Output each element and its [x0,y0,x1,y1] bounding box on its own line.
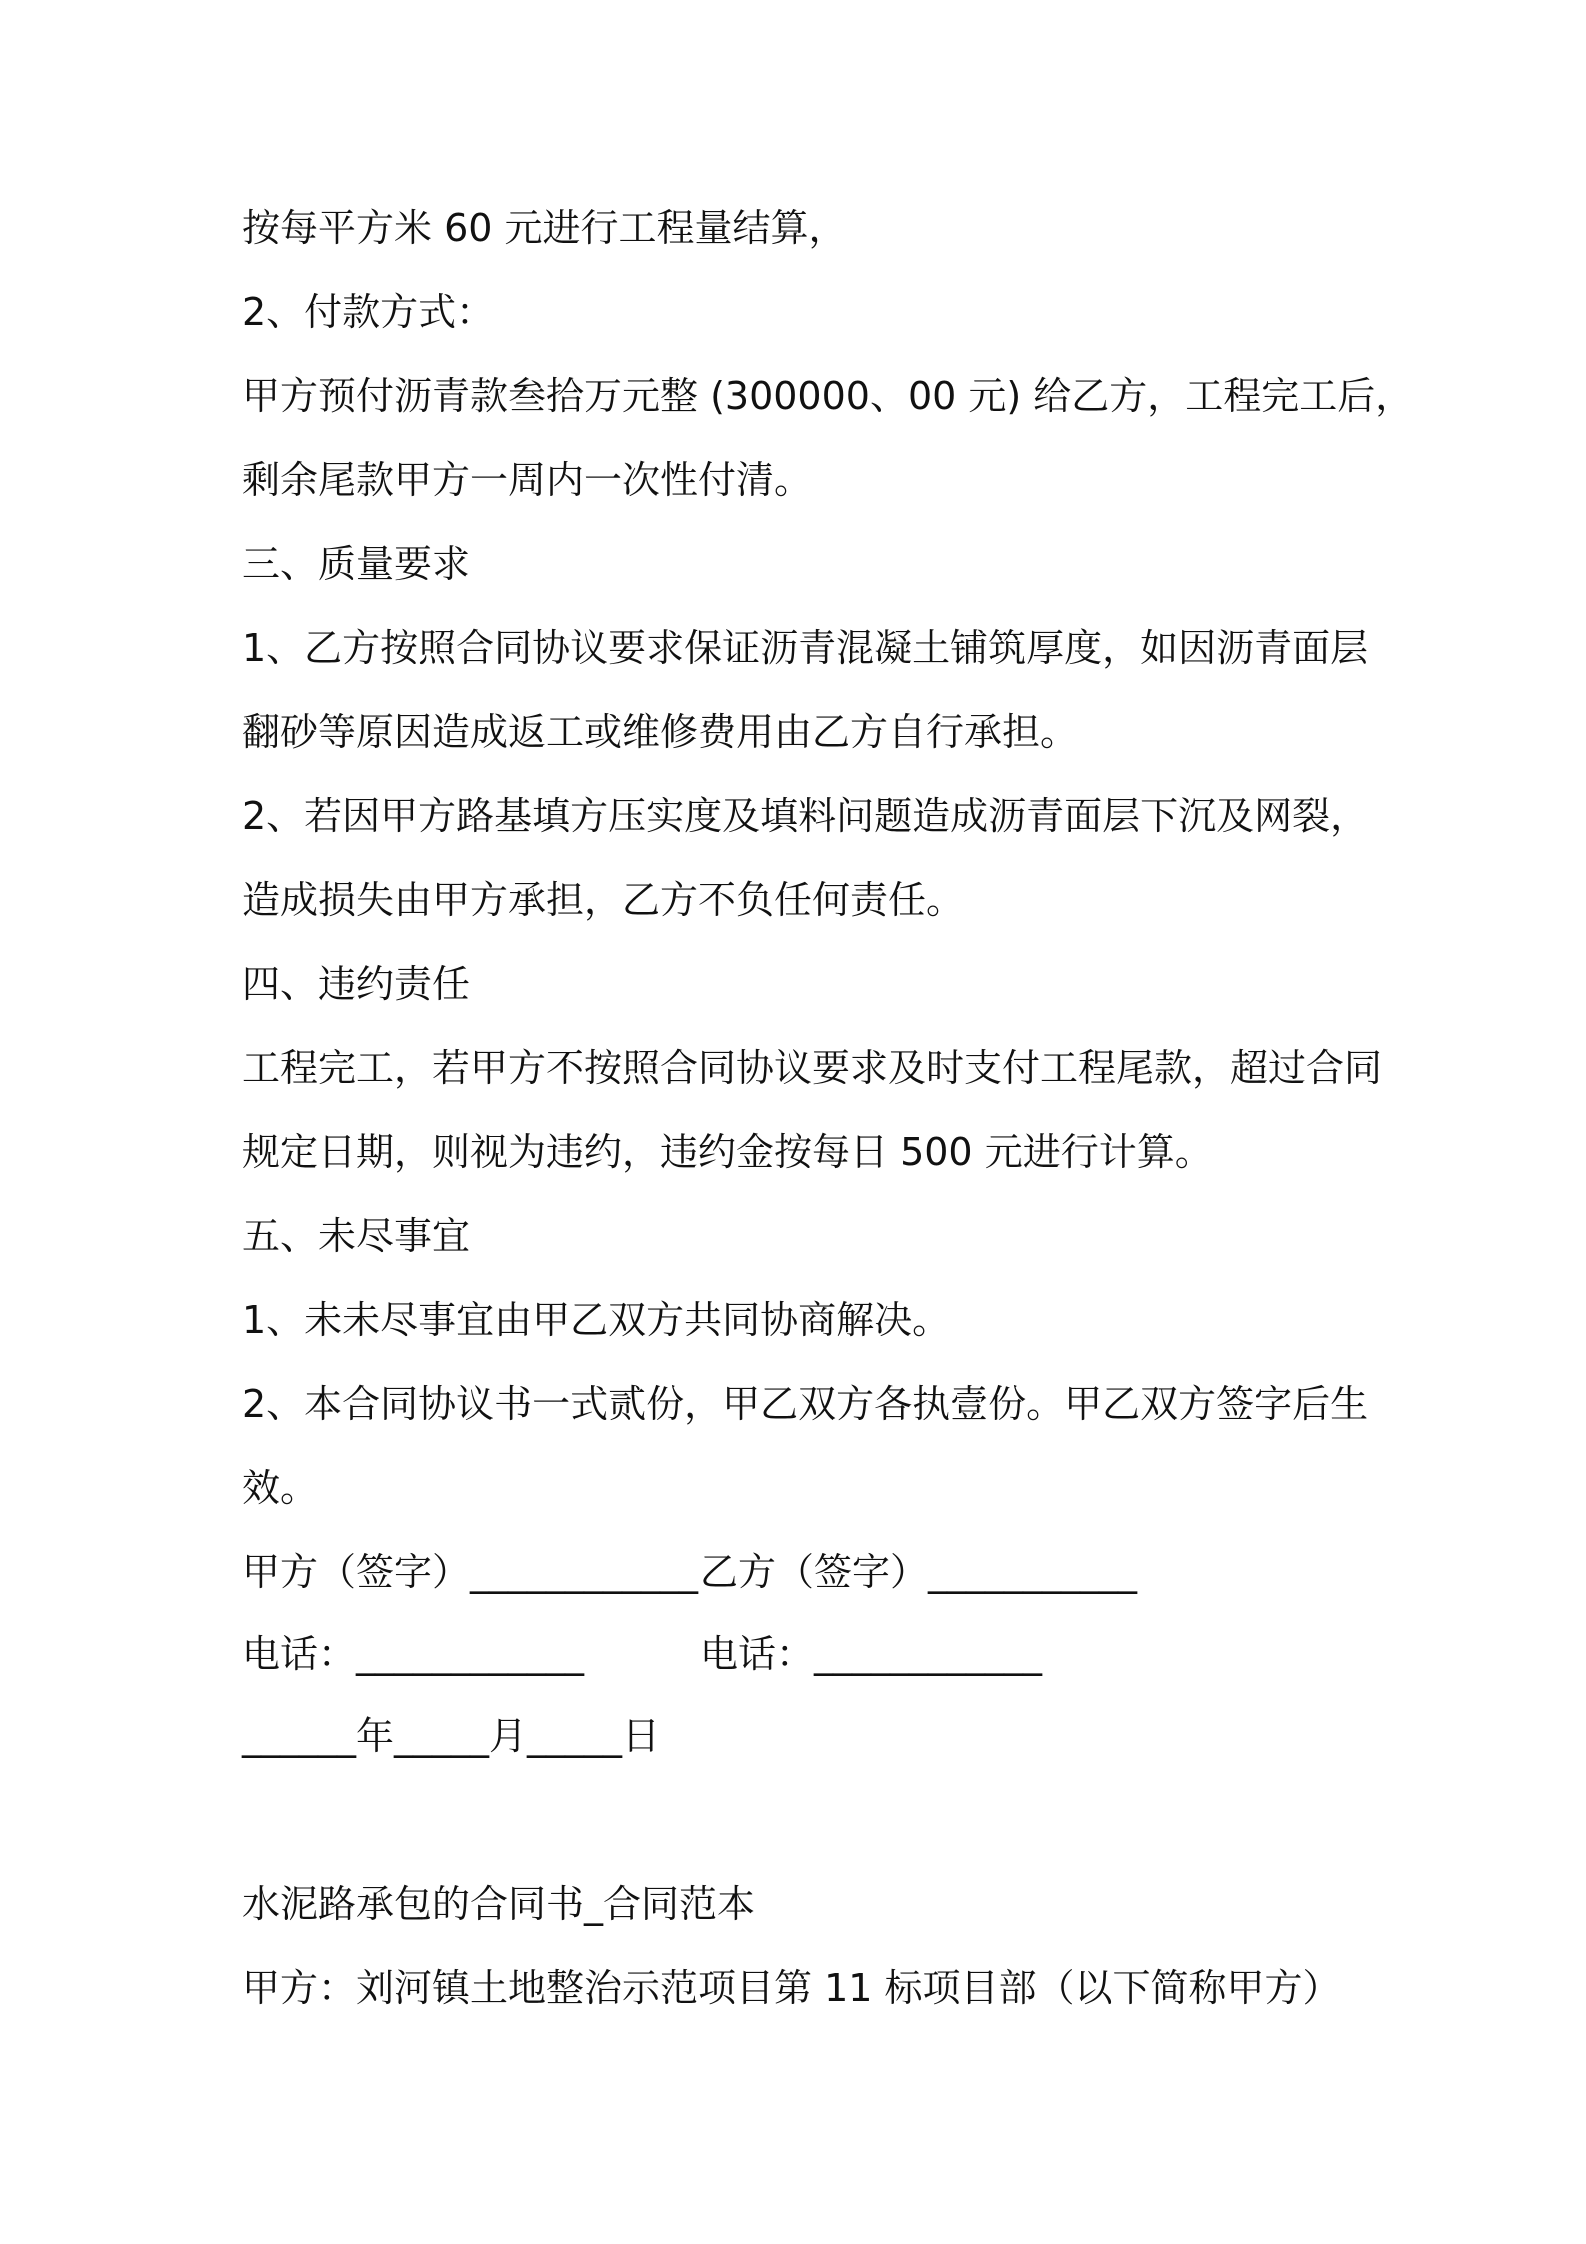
body-line-15: 2、本合同协议书一式贰份，甲乙双方各执壹份。甲乙双方签字后生 [242,1382,1369,1426]
body-line-7: 翻砂等原因造成返工或维修费用由乙方自行承担。 [242,710,1079,754]
body-line-3: 甲方预付沥青款叁拾万元整 (300000、00 元) 给乙方，工程完工后， [242,374,1414,418]
party-b-phone: 电话：____________ [700,1632,1043,1676]
body-line-11: 工程完工，若甲方不按照合同协议要求及时支付工程尾款，超过合同 [242,1046,1383,1090]
body-line-1: 按每平方米 60 元进行工程量结算， [242,206,847,250]
section-heading-misc: 五、未尽事宜 [242,1214,471,1258]
section-heading-payment: 2、付款方式： [242,290,495,334]
body-line-8: 2、若因甲方路基填方压实度及填料问题造成沥青面层下沉及网裂， [242,794,1369,838]
body-line-16: 效。 [242,1466,319,1510]
body-line-12: 规定日期，则视为违约，违约金按每日 500 元进行计算。 [242,1130,1213,1174]
section-heading-breach: 四、违约责任 [242,962,471,1006]
body-line-4: 剩余尾款甲方一周内一次性付清。 [242,458,813,502]
signing-date: ______年_____月_____日 [242,1714,661,1758]
party-a-signature: 甲方（签字）____________ [242,1550,699,1594]
party-b-signature: 乙方（签字）___________ [700,1550,1138,1594]
next-contract-party-a: 甲方：刘河镇土地整治示范项目第 11 标项目部（以下简称甲方） [242,1966,1341,2010]
body-line-6: 1、乙方按照合同协议要求保证沥青混凝土铺筑厚度，如因沥青面层 [242,626,1369,670]
party-a-phone: 电话：____________ [242,1632,585,1676]
body-line-9: 造成损失由甲方承担，乙方不负任何责任。 [242,878,965,922]
section-heading-quality: 三、质量要求 [242,542,471,586]
next-contract-title: 水泥路承包的合同书_合同范本 [242,1882,756,1926]
body-line-14: 1、未未尽事宜由甲乙双方共同协商解决。 [242,1298,951,1342]
